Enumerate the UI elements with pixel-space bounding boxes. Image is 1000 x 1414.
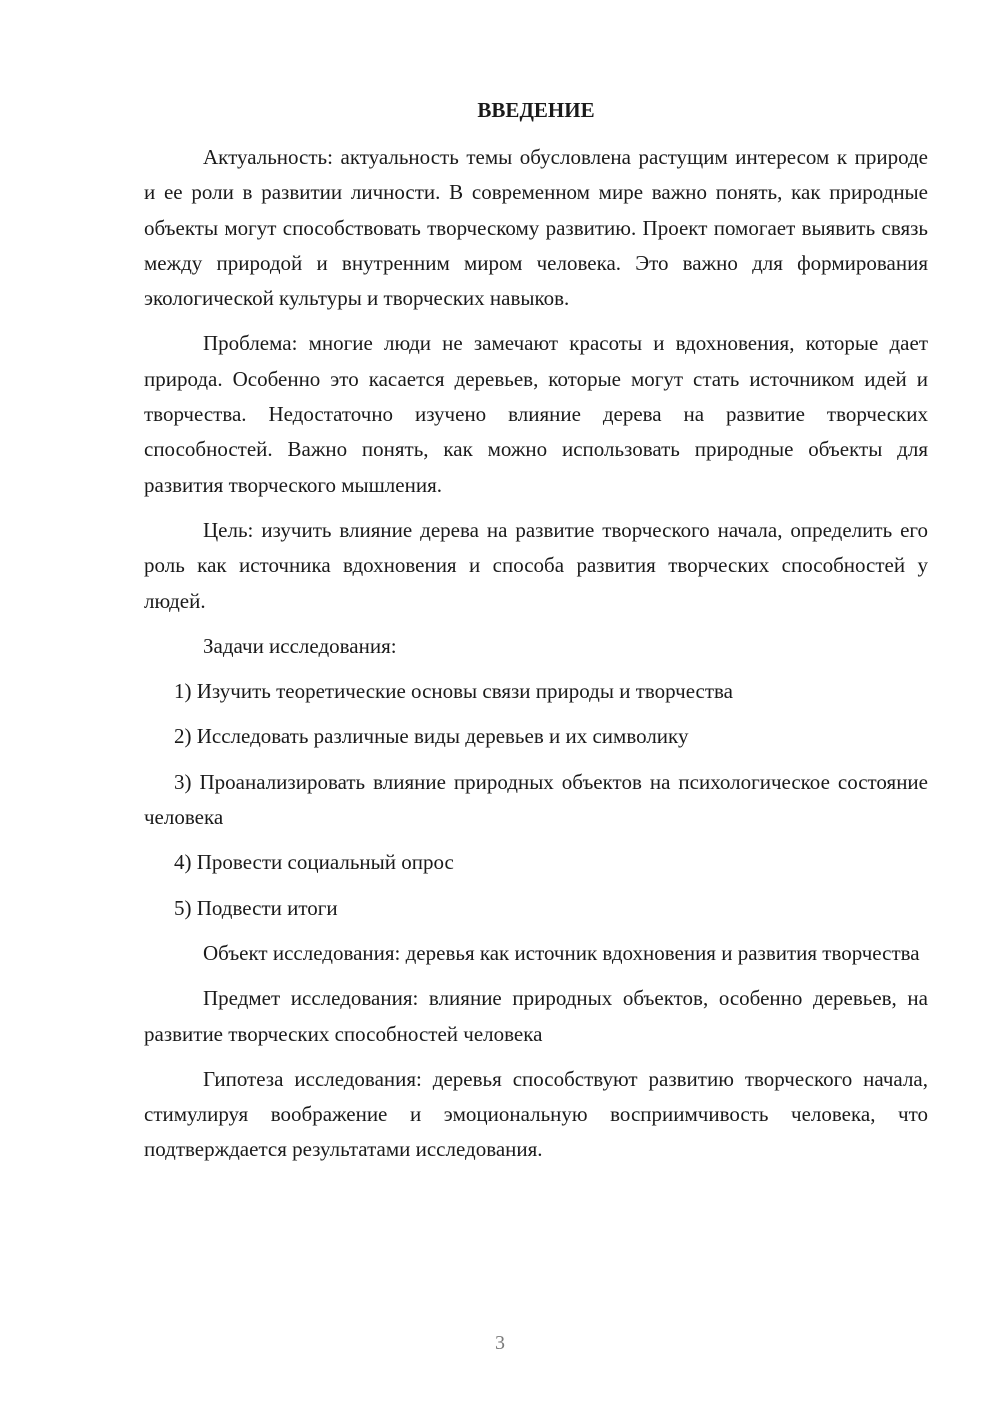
object-paragraph: Объект исследования: деревья как источник вдохновения и развития творчества — [203, 940, 920, 965]
task-item-3: 3) Проанализировать влияние природных объектов на психологическое состояние человека — [144, 769, 928, 830]
task-item-1: 1) Изучить теоретические основы связи природы и творчества — [174, 679, 733, 704]
page-number: 3 — [495, 1332, 505, 1354]
tasks-label: Задачи исследования: — [203, 633, 397, 658]
task-item-2: 2) Исследовать различные виды деревьев и их символику — [174, 724, 689, 749]
problem-paragraph: Проблема: многие люди не замечают красоты и вдохновения, которые дает природа. Особенно это касается деревьев, которые могут стать источником идей и творчества. Недостаточно изучено влияние дерева на развитие творческих способностей. Важно понять, как можно использовать природные объекты для развития творческого мышления. — [144, 331, 928, 497]
relevance-paragraph: Актуальность: актуальность темы обусловлена растущим интересом к природе и ее роли в развитии личности. В современном мире важно понять, как природные объекты могут способствовать творческому развитию. Проект помогает выявить связь между природой и внутренним миром человека. Это важно для формирования экологической культуры и творческих навыков. — [144, 145, 928, 311]
subject-paragraph: Предмет исследования: влияние природных объектов, особенно деревьев, на развитие творческих способностей человека — [144, 986, 928, 1046]
goal-paragraph: Цель: изучить влияние дерева на развитие творческого начала, определить его роль как источника вдохновения и способа развития творческих способностей у людей. — [144, 517, 928, 613]
document-body — [144, 93, 928, 1168]
hypothesis-paragraph: Гипотеза исследования: деревья способствуют развитию творческого начала, стимулируя воображение и эмоциональную восприимчивость человека, что подтверждается результатами исследования. — [144, 1066, 928, 1162]
task-item-4: 4) Провести социальный опрос — [174, 850, 454, 875]
section-heading: ВВЕДЕНИЕ — [477, 98, 595, 122]
task-item-5: 5) Подвести итоги — [174, 895, 338, 920]
